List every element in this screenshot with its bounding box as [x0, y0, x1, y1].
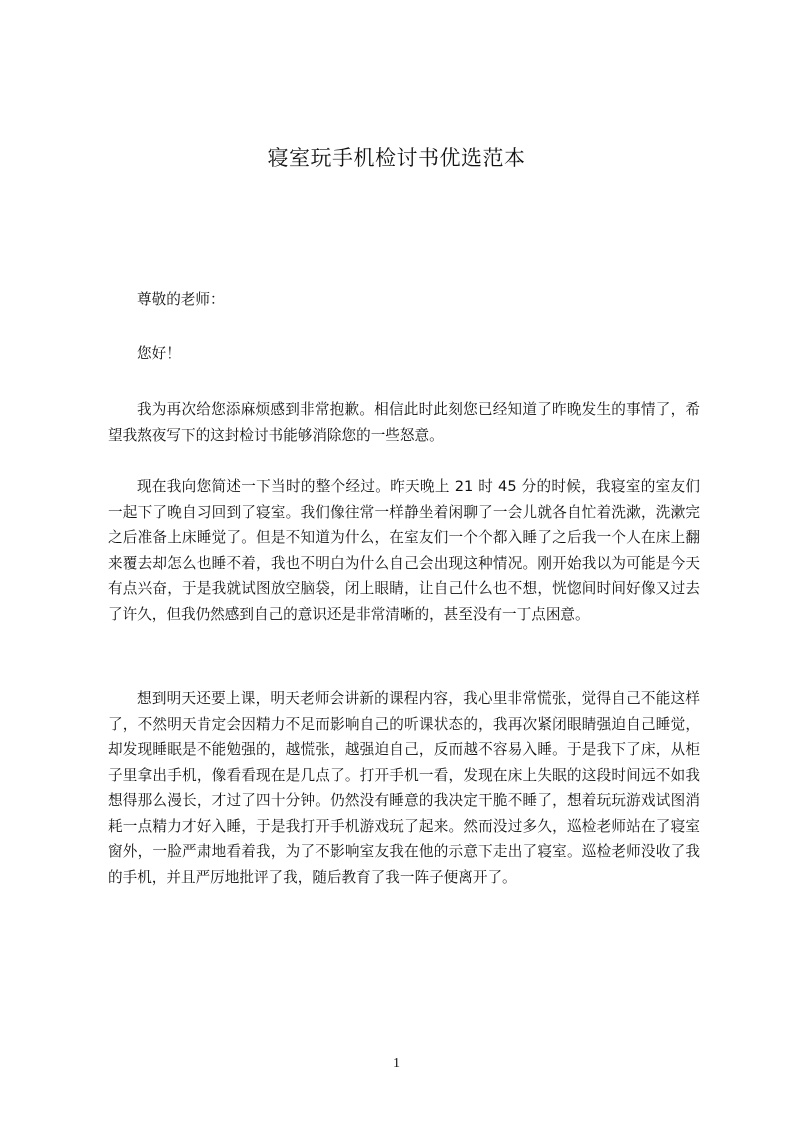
paragraph-2: 现在我向您简述一下当时的整个经过。昨天晚上 21 时 45 分的时候，我寝室的室友们一起下了晚自习回到了寝室。我们像往常一样静坐着闲聊了一会儿就各自忙着洗漱，洗漱完之后准备上床睡觉了。但是不知道为什么，在室友们一个个都入睡了之后我一个人在床上翻来覆去却怎么也睡不着，我也不明白为什么自己会出现这种情况。刚开始我以为可能是今天有点兴奋，于是我就试图放空脑袋，闭上眼睛，让自己什么也不想，恍惚间时间好像又过去了许久，但我仍然感到自己的意识还是非常清晰的，甚至没有一丁点困意。: [108, 478, 700, 623]
salutation: 尊敬的老师：: [137, 291, 225, 308]
page-number: 1: [393, 1056, 400, 1071]
greeting: 您好！: [137, 345, 181, 362]
paragraph-1: 我为再次给您添麻烦感到非常抱歉。相信此时此刻您已经知道了昨晚发生的事情了，希望我熬夜写下的这封检讨书能够消除您的一些怒意。: [108, 401, 700, 444]
document-title: 寝室玩手机检讨书优选范本: [267, 146, 526, 170]
paragraph-3: 想到明天还要上课，明天老师会讲新的课程内容，我心里非常慌张，觉得自己不能这样了，不然明天肯定会因精力不足而影响自己的听课状态的，我再次紧闭眼睛强迫自己睡觉，却发现睡眠是不能勉强的，越慌张，越强迫自己，反而越不容易入睡。于是我下了床，从柜子里拿出手机，像看看现在是几点了。打开手机一看，发现在床上失眠的这段时间远不如我想得那么漫长，才过了四十分钟。仍然没有睡意的我决定干脆不睡了，想着玩玩游戏试图消耗一点精力才好入睡，于是我打开手机游戏玩了起来。然而没过多久，巡检老师站在了寝室窗外，一脸严肃地看着我，为了不影响室友我在他的示意下走出了寝室。巡检老师没收了我的手机，并且严厉地批评了我，随后教育了我一阵子便离开了。: [108, 690, 700, 886]
